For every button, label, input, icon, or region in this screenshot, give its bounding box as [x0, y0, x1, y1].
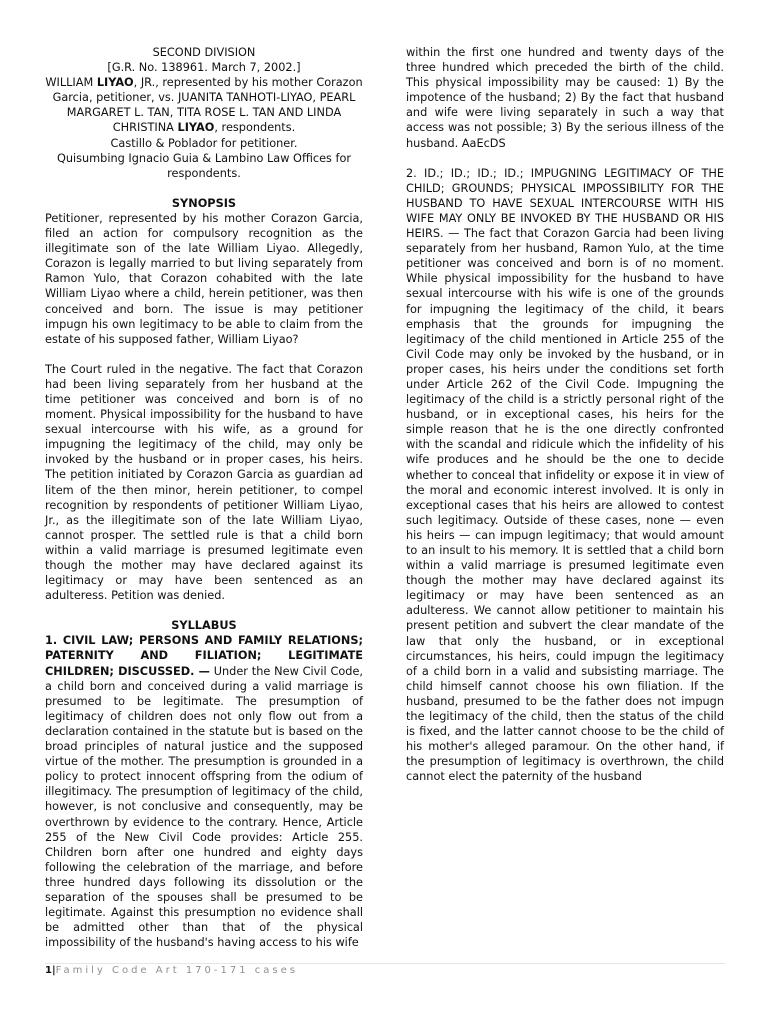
syllabus-item-1-head: 1. CIVIL LAW; PERSONS AND FAMILY RELATIONS; PATERNITY AND FILIATION; LEGITIMATE CHILDREN; DISCUSSED. — — [45, 634, 363, 678]
counsel-petitioner: Castillo & Poblador for petitioner. — [110, 136, 298, 150]
syllabus-item-1-body: Under the New Civil Code, a child born and conceived during a valid marriage is presumed to be legitimate. The presumption of legitimacy of children does not only flow out from a declaration contained in the statute but is based on the broad principles of natural justice and the supposed virtue of the mother. The presumption is grounded in a policy to protect innocent offspring from the odium of illegitimacy. The presumption of legitimacy of the child, however, is not conclusive and consequently, may be overthrown by evidence to the contrary. Hence, Article 255 of the New Civil Code provides: Article 255. Children born after one hundred and eighty days following the celebration of the marriage, and before three hundred days following its dissolution or the separation of the spouses shall be presumed to be legitimate. Against this presumption no evidence shall be admitted other than that of the physical impossibility of the husband's having access to his wife — [45, 664, 363, 950]
case-header — [45, 45, 363, 181]
right-column — [406, 45, 724, 785]
synopsis-paragraph-2: The Court ruled in the negative. The fact that Corazon had been living separately from her husband at the time petitioner was conceived and born is of no moment. Physical impossibility for the husband to have sexual intercourse with his wife, as a ground for impugning the legitimacy of the child, may only be invoked by the husband or in proper cases, his heirs. The petition initiated by Corazon Garcia as guardian ad litem of the then minor, herein petitioner, to compel recognition by respondents of petitioner William Liyao, Jr., as the illegitimate son of the late William Liyao, cannot prosper. The settled rule is that a child born within a valid marriage is presumed legitimate even though the mother may have declared against its legitimacy or may have been sentenced as an adulteress. Petition was denied. — [45, 362, 363, 603]
footer-separator: | — [51, 965, 56, 976]
page-footer — [45, 963, 725, 976]
left-column — [45, 45, 363, 950]
division-label: SECOND DIVISION — [152, 46, 256, 59]
counsel-respondents: Quisumbing Ignacio Guia & Lambino Law Offices for respondents. — [56, 151, 352, 180]
page-number: 1 — [45, 965, 52, 976]
syllabus-item-1 — [45, 633, 363, 950]
syllabus-item-1-continued: within the first one hundred and twenty days of the three hundred which preceded the birth of the child. This physical impossibility may be caused: 1) By the impotence of the husband; 2) By the fact that husband and wife were living separately in such a way that access was not possible; 3) By the serious illness of the husband. AaEcDS — [406, 46, 724, 150]
synopsis-heading: SYNOPSIS — [171, 196, 237, 210]
syllabus-heading: SYLLABUS — [171, 619, 237, 633]
syllabus-item-2: 2. ID.; ID.; ID.; ID.; IMPUGNING LEGITIMACY OF THE CHILD; GROUNDS; PHYSICAL IMPOSSIBILITY FOR THE HUSBAND TO HAVE SEXUAL INTERCOURSE WITH HIS WIFE MAY ONLY BE INVOKED BY THE HUSBAND OR HIS HEIRS. — The fact that Corazon Garcia had been living separately from her husband, Ramon Yulo, at the time petitioner was conceived and born is of no moment. While physical impossibility for the husband to have sexual intercourse with his wife is one of the grounds for impugning the legitimacy of the child, it bears emphasis that the grounds for impugning the legitimacy of the child mentioned in Article 255 of the Civil Code may only be invoked by the husband, or in proper cases, his heirs under the conditions set forth under Article 262 of the Civil Code. Impugning the legitimacy of the child is a strictly personal right of the husband, or in exceptional cases, his heirs for the simple reason that he is the one directly confronted with the scandal and ridicule which the infidelity of his wife produces and he should be the one to decide whether to conceal that infidelity or expose it in view of the moral and economic interest involved. It is only in exceptional cases that his heirs are allowed to contest such legitimacy. Outside of these cases, none — even his heirs — can impugn legitimacy; that would amount to an insult to his memory. It is settled that a child born within a valid marriage is presumed legitimate even though the mother may have declared against its legitimacy or may have been sentenced as an adulteress. We cannot allow petitioner to maintain his present petition and subvert the clear mandate of the law that only the husband, or in exceptional circumstances, his heirs, could impugn the legitimacy of a child born in a valid and subsisting marriage. The child himself cannot choose his own filiation. If the husband, presumed to be the father does not impugn the legitimacy of the child, then the status of the child is fixed, and the latter cannot choose to be the child of his mother's alleged paramour. On the other hand, if the presumption of legitimacy is overthrown, the child cannot elect the paternity of the husband — [406, 166, 724, 784]
footer-title: Family Code Art 170-171 cases — [55, 965, 298, 976]
synopsis-paragraph-1: Petitioner, represented by his mother Corazon Garcia, filed an action for compulsory recognition as the illegitimate son of the late William Liyao. Allegedly, Corazon is legally married to but living separately from Ramon Yulo, that Corazon cohabited with the late William Liyao where a child, herein petitioner, was then conceived and born. The issue is may petitioner impugn his own legitimacy to be able to claim from the estate of his supposed father, William Liyao? — [45, 211, 363, 346]
case-parties: WILLIAM LIYAO, JR., represented by his mother Corazon Garcia, petitioner, vs. JUANITA TANHOTI-LIYAO, PEARL MARGARET L. TAN, TITA ROSE L. TAN AND LINDA CHRISTINA LIYAO, respondents. — [45, 76, 363, 135]
gr-number: [G.R. No. 138961. March 7, 2002.] — [107, 61, 301, 75]
